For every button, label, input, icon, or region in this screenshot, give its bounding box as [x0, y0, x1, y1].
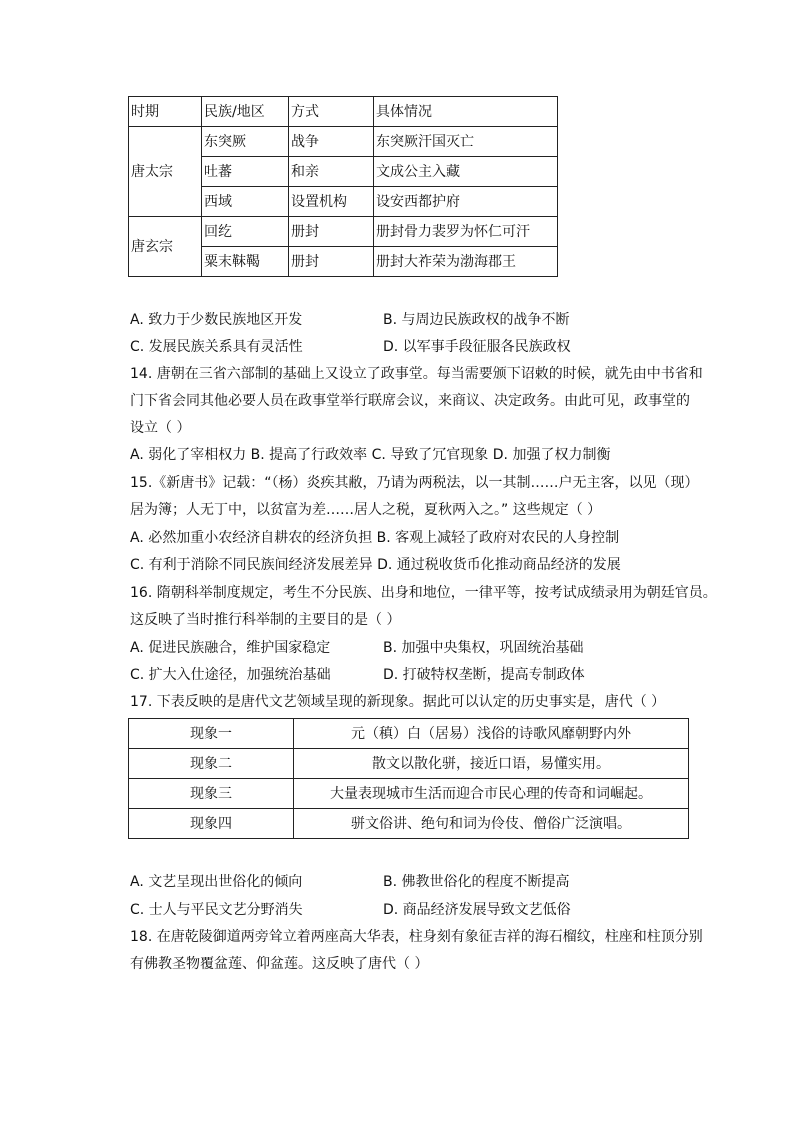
table-header-row [129, 97, 558, 127]
q16-option-b: B. 加强中央集权，巩固统治基础 [383, 640, 584, 656]
q15-options-cd: C. 有利于消除不同民族间经济发展差异 D. 通过税收货币化推动商品经济的发展 [130, 557, 621, 573]
table-cell: 战争 [289, 127, 374, 157]
q16-option-a: A. 促进民族融合，维护国家稳定 [130, 640, 331, 656]
table-cell: 设置机构 [289, 187, 374, 217]
table-cell: 吐蕃 [202, 157, 289, 187]
q16-option-d: D. 打破特权垄断，提高专制政体 [383, 667, 585, 683]
table-cell: 现象四 [129, 809, 294, 839]
table-cell: 文成公主入藏 [374, 157, 558, 187]
table-cell: 设安西都护府 [374, 187, 558, 217]
table-row [129, 779, 689, 809]
table-header-cell: 时期 [129, 97, 202, 127]
table-cell: 回纥 [202, 217, 289, 247]
table-header-cell: 方式 [289, 97, 374, 127]
q15-options-ab: A. 必然加重小农经济自耕农的经济负担 B. 客观上减轻了政府对农民的人身控制 [130, 530, 620, 546]
q14-stem-line3: 设立（ ） [130, 420, 191, 436]
q13-option-c: C. 发展民族关系具有灵活性 [130, 339, 303, 355]
q17-option-a: A. 文艺呈现出世俗化的倾向 [130, 874, 303, 890]
q17-option-c: C. 士人与平民文艺分野消失 [130, 902, 303, 918]
table-cell: 西域 [202, 187, 289, 217]
table-cell: 现象一 [129, 719, 294, 749]
table-cell: 散文以散化骈，接近口语，易懂实用。 [294, 749, 689, 779]
table-row [129, 809, 689, 839]
table-cell: 东突厥 [202, 127, 289, 157]
table-cell: 粟末靺鞨 [202, 247, 289, 277]
table-row [129, 127, 558, 157]
table-cell: 东突厥汗国灭亡 [374, 127, 558, 157]
table-cell: 册封大祚荣为渤海郡王 [374, 247, 558, 277]
table-row [129, 749, 689, 779]
period-cell: 唐太宗 [129, 127, 202, 217]
table-cell: 大量表现城市生活而迎合市民心理的传奇和词崛起。 [294, 779, 689, 809]
literature-phenomena-table [128, 718, 689, 839]
q15-stem-line2: 居为簿；人无丁中，以贫富为差……居人之税，夏秋两入之。” 这些规定（ ） [130, 502, 602, 518]
q17-option-b: B. 佛教世俗化的程度不断提高 [383, 874, 570, 890]
q14-stem-line1: 14. 唐朝在三省六部制的基础上又设立了政事堂。每当需要颁下诏敕的时候，就先由中书省和 [130, 366, 703, 382]
table-row [129, 217, 558, 247]
table-cell: 骈文俗讲、绝句和词为伶伎、僧俗广泛演唱。 [294, 809, 689, 839]
table-cell: 册封 [289, 247, 374, 277]
q13-option-b: B. 与周边民族政权的战争不断 [383, 312, 570, 328]
table-cell: 和亲 [289, 157, 374, 187]
q17-stem: 17. 下表反映的是唐代文艺领域呈现的新现象。据此可以认定的历史事实是，唐代（ ） [130, 694, 666, 710]
table-cell: 册封骨力裴罗为怀仁可汗 [374, 217, 558, 247]
q17-option-d: D. 商品经济发展导致文艺低俗 [383, 902, 571, 918]
table-cell: 现象三 [129, 779, 294, 809]
q14-stem-line2: 门下省会同其他必要人员在政事堂举行联席会议，来商议、决定政务。由此可见，政事堂的 [130, 393, 690, 409]
table-cell: 现象二 [129, 749, 294, 779]
q16-stem-line1: 16. 隋朝科举制度规定，考生不分民族、出身和地位，一律平等，按考试成绩录用为朝廷官员。 [130, 585, 717, 601]
q13-option-a: A. 致力于少数民族地区开发 [130, 312, 303, 328]
q16-option-c: C. 扩大入仕途径，加强统治基础 [130, 667, 331, 683]
table-header-cell: 具体情况 [374, 97, 558, 127]
q13-option-d: D. 以军事手段征服各民族政权 [383, 339, 571, 355]
table-header-cell: 民族/地区 [202, 97, 289, 127]
q15-stem-line1: 15.《新唐书》记载：“（杨）炎疾其敝，乃请为两税法，以一其制……户无主客，以见（现） [130, 475, 699, 491]
table-row [129, 719, 689, 749]
period-cell: 唐玄宗 [129, 217, 202, 277]
table-cell: 册封 [289, 217, 374, 247]
ethnic-policy-table [128, 96, 558, 277]
q18-stem-line1: 18. 在唐乾陵御道两旁耸立着两座高大华表，柱身刻有象征吉祥的海石榴纹，柱座和柱顶分别 [130, 929, 703, 945]
q14-options: A. 弱化了宰相权力 B. 提高了行政效率 C. 导致了冗官现象 D. 加强了权力制衡 [130, 447, 611, 463]
table-cell: 元（稹）白（居易）浅俗的诗歌风靡朝野内外 [294, 719, 689, 749]
q16-stem-line2: 这反映了当时推行科举制的主要目的是（ ） [130, 612, 401, 628]
q18-stem-line2: 有佛教圣物覆盆莲、仰盆莲。这反映了唐代（ ） [130, 956, 429, 972]
